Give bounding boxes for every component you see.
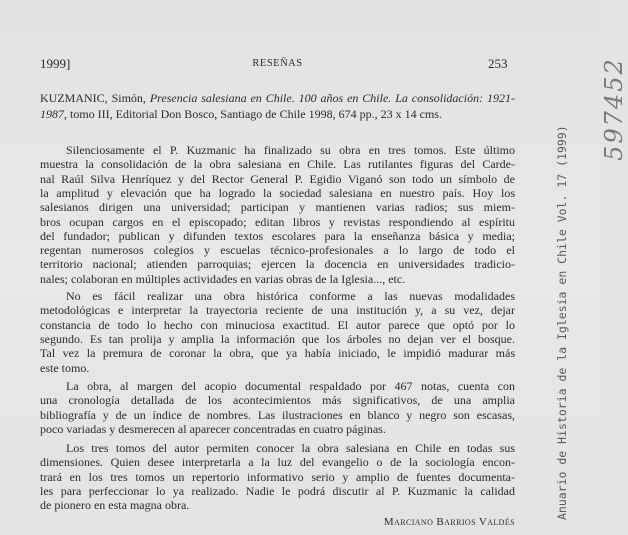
signature: Marciano Barrios Valdés — [383, 516, 515, 528]
citation-details: , tomo III, Editorial Don Bosco, Santiago de Chile 1998, 674 pp., 23 x 14 cms. — [64, 107, 442, 121]
paragraph-1-line: muestra la consolidación de la obra salesiana en Chile. Las rutilantes figuras del Carde- — [40, 157, 515, 172]
paragraph-1-line: del fundador; publican y difunden textos escolares para la enseñanza básica y media; — [40, 228, 515, 243]
paragraph-1-line: nales; colaboran en múltiples actividades en varias obras de la Iglesia..., etc. — [40, 271, 406, 286]
paragraph-3-line: poco variadas y desmerecen al aparecer concentradas en cuatro páginas. — [40, 421, 386, 436]
paragraph-1-line: la amplitud y elevación que ha logrado la sociedad salesiana en nuestro país. Hoy los — [40, 185, 515, 200]
citation-title: Presencia salesiana en Chile. 100 años en Chile. La consolidación: 1921- — [149, 91, 515, 105]
citation-author: KUZMANIC, Simón, — [40, 91, 150, 105]
paragraph-2-line: Tal vez la premura de coronar la obra, que ya había iniciado, le impidió madurar más — [40, 346, 515, 361]
page-number: 253 — [488, 56, 508, 71]
paragraph-1-line: nal Raúl Silva Henríquez y del Rector General P. Egidio Viganó son todo un símbolo de — [40, 171, 515, 186]
paragraph-4-line: de pionero en esta magna obra. — [40, 498, 190, 513]
paragraph-1-line: Silenciosamente el P. Kuzmanic ha finalizado su obra en tres tomos. Este último — [66, 143, 515, 157]
paragraph-3-line: una cronología detallada de los acontecimientos más significativos, de una amplia — [40, 393, 515, 408]
header-section: RESEÑAS — [252, 58, 303, 69]
citation-line-1 — [40, 90, 515, 106]
paragraph-1-line: salesianos dirigen una universidad; participan y mantienen varias radios; sus miem- — [40, 200, 515, 215]
paragraph-1-line: territorio nacional; atienden parroquias; ejercen la docencia en universidades tradicio- — [40, 257, 515, 272]
paragraph-1-line: regentan numerosos colegios y escuelas técnico-profesionales a lo largo de todo el — [40, 243, 515, 258]
paragraph-2-line: segundo. Es tan prolija y amplia la información que los árboles no dejan ver el bosque. — [40, 331, 515, 346]
paragraph-3-line: La obra, al margen del acopio documental respaldado por 467 notas, cuenta con — [66, 379, 515, 393]
paragraph-4-line: trará en los tres tomos un repertorio informativo serio y amplio de fuentes documenta- — [40, 469, 515, 484]
paragraph-4-line: dimensiones. Quien desee interpretarla a la luz del evangelio o de la sociología encon- — [40, 455, 515, 470]
side-stamp: Anuario de Historia de la Iglesia en Chile Vol. 17 (1999) — [555, 125, 569, 520]
paragraph-2-line: este tomo. — [40, 360, 90, 375]
paragraph-4-line: Los tres tomos del autor permiten conocer la obra salesiana en Chile en todas sus — [66, 441, 515, 455]
header-year: 1999] — [40, 56, 71, 71]
citation-line-2 — [40, 106, 515, 122]
handwritten-number: 597452 — [599, 57, 628, 161]
paragraph-2-line: metodológicas e interpretar la trayectoria reciente de una institución y, a su vez, dejar — [40, 303, 515, 318]
paragraph-2-line: No es fácil realizar una obra histórica conforme a las nuevas modalidades — [66, 289, 515, 303]
citation-title-end: 1987 — [40, 107, 64, 121]
paragraph-2-line: constancia de todo lo hecho con minuciosa exactitud. El autor parece que optó por lo — [40, 317, 515, 332]
paragraph-4-line: les para perfeccionar lo ya realizado. Nadie le podrá discutir al P. Kuzmanic la calidad — [40, 483, 515, 498]
paragraph-3-line: bibliografía y de un índice de nombres. Las ilustraciones en blanco y negro son escasas, — [40, 407, 515, 422]
paragraph-1-line: bros ocupan cargos en el episcopado; editan libros y revistas respondiendo al espíritu — [40, 214, 515, 229]
